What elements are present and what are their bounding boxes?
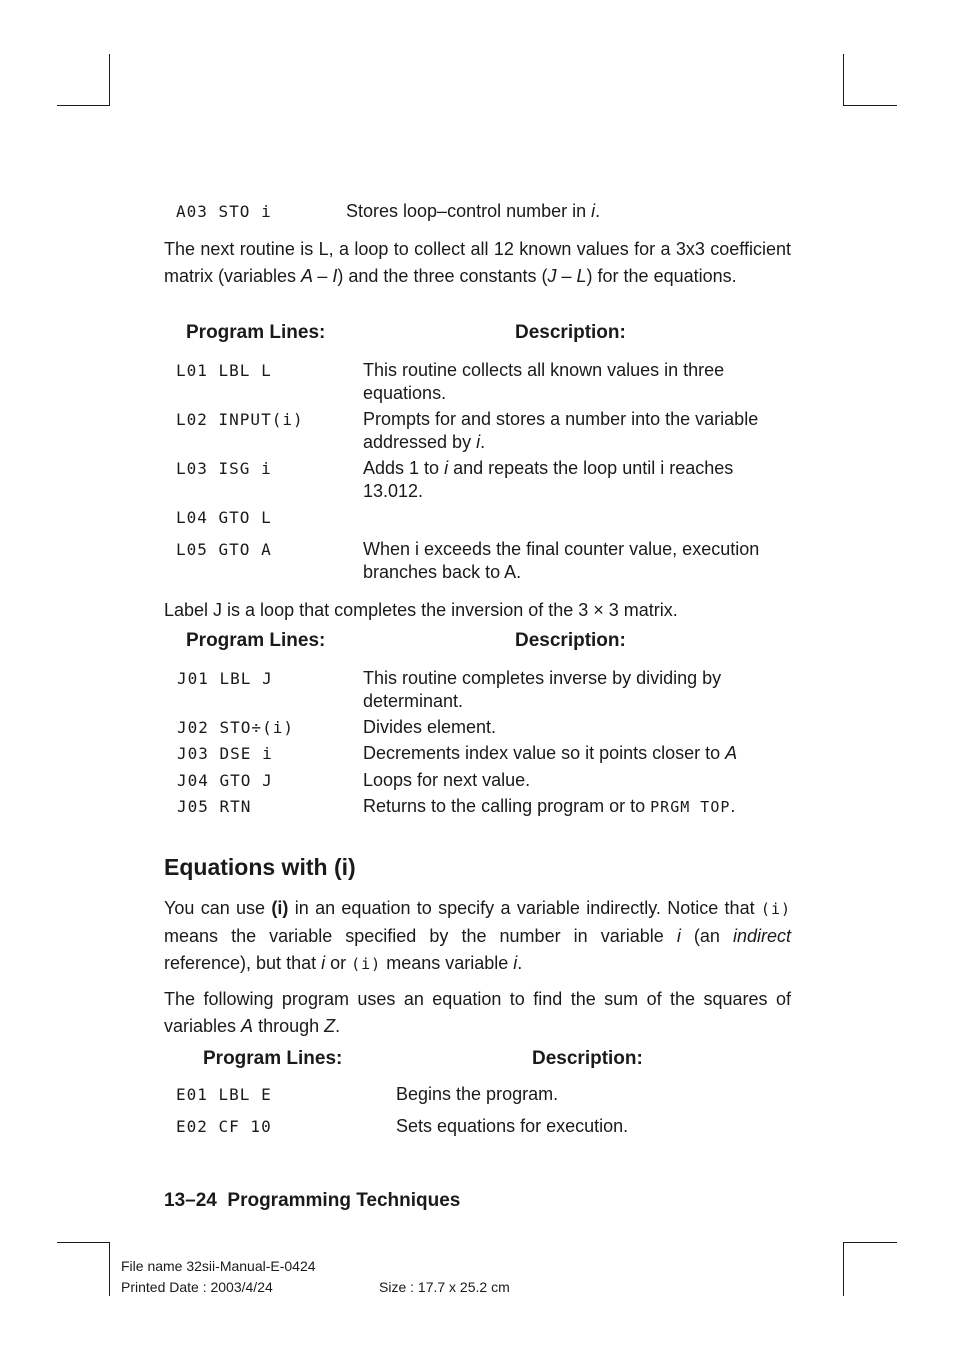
table-row-desc: Begins the program. — [396, 1084, 559, 1104]
crop-mark-top-left-h — [57, 105, 110, 106]
printed-date: Printed Date : 2003/4/24 — [121, 1279, 273, 1295]
key-i: (i) — [271, 898, 289, 918]
program-line-a03-desc: Stores loop–control number in i. — [346, 201, 601, 221]
paragraph-sum-squares: The following program uses an equation to find the sum of the squares of variables A through Z. — [164, 989, 791, 1036]
file-name: File name 32sii-Manual-E-0424 — [121, 1258, 316, 1274]
table-row-code: J03 DSE i — [177, 744, 273, 763]
paragraph-indirect: You can use (i) in an equation to specify a variable indirectly. Notice that (i) means the variable specified by the number in variable i (an indirect reference), but that i or (i) means variable i. — [164, 898, 792, 973]
table-row-desc: This routine completes inverse by dividing by determinant. — [363, 668, 722, 711]
table-row-code: J05 RTN — [177, 797, 252, 816]
crop-mark-bottom-right-v — [843, 1242, 844, 1296]
table-row-code: L02 INPUT(i) — [176, 410, 304, 429]
table-row-code: E02 CF 10 — [176, 1117, 272, 1136]
table-row-code: J02 STO÷(i) — [177, 718, 294, 737]
table-row-code: E01 LBL E — [176, 1085, 272, 1104]
table-j-header-program-lines: Program Lines: — [186, 630, 326, 651]
table-row-desc: When i exceeds the final counter value, execution branches back to A. — [363, 539, 760, 582]
crop-mark-top-right-v — [843, 54, 844, 106]
table-row-desc: Adds 1 to i and repeats the loop until i reaches 13.012. — [363, 458, 734, 501]
crop-mark-bottom-left-v — [109, 1242, 110, 1296]
table-j-header-description: Description: — [515, 630, 626, 651]
page-footer — [164, 1190, 460, 1212]
table-l-header-description: Description: — [515, 322, 626, 343]
table-row-code: L04 GTO L — [176, 508, 272, 527]
table-row-desc: Divides element. — [363, 717, 497, 737]
page-number: 13–24 — [164, 1190, 217, 1211]
crop-mark-top-right-h — [843, 105, 897, 106]
table-row-code: L03 ISG i — [176, 459, 272, 478]
table-row-code: J01 LBL J — [177, 669, 273, 688]
chapter-title: Programming Techniques — [227, 1190, 461, 1211]
table-row-desc: Loops for next value. — [363, 770, 531, 790]
table-row-desc: Returns to the calling program or to PRGM TOP. — [363, 796, 736, 816]
table-row-desc: Decrements index value so it points closer to A — [363, 743, 738, 763]
table-e-header-description: Description: — [532, 1048, 643, 1069]
table-e-header-program-lines: Program Lines: — [203, 1048, 343, 1069]
section-title: Equations with (i) — [164, 854, 356, 880]
crop-mark-top-left-v — [109, 54, 110, 106]
table-l-header-program-lines: Program Lines: — [186, 322, 326, 343]
page-size: Size : 17.7 x 25.2 cm — [379, 1279, 510, 1295]
table-row-code: L05 GTO A — [176, 540, 272, 559]
paragraph-loop-l-intro: The next routine is L, a loop to collect all 12 known values for a 3x3 coefficient matrix (variables A – I) and the three constants (J – L) for the equations. — [164, 239, 791, 286]
table-row-desc: This routine collects all known values in three equations. — [363, 360, 725, 403]
table-row-desc: Sets equations for execution. — [396, 1116, 629, 1136]
crop-mark-bottom-right-h — [843, 1242, 897, 1243]
program-line-a03: A03 STO i — [176, 202, 272, 221]
crop-mark-bottom-left-h — [57, 1242, 110, 1243]
table-row-code: L01 LBL L — [176, 361, 272, 380]
table-row-desc: Prompts for and stores a number into the variable addressed by i. — [363, 409, 759, 452]
paragraph-label-j: Label J is a loop that completes the inversion of the 3 × 3 matrix. — [164, 600, 678, 620]
table-row-code: J04 GTO J — [177, 771, 273, 790]
